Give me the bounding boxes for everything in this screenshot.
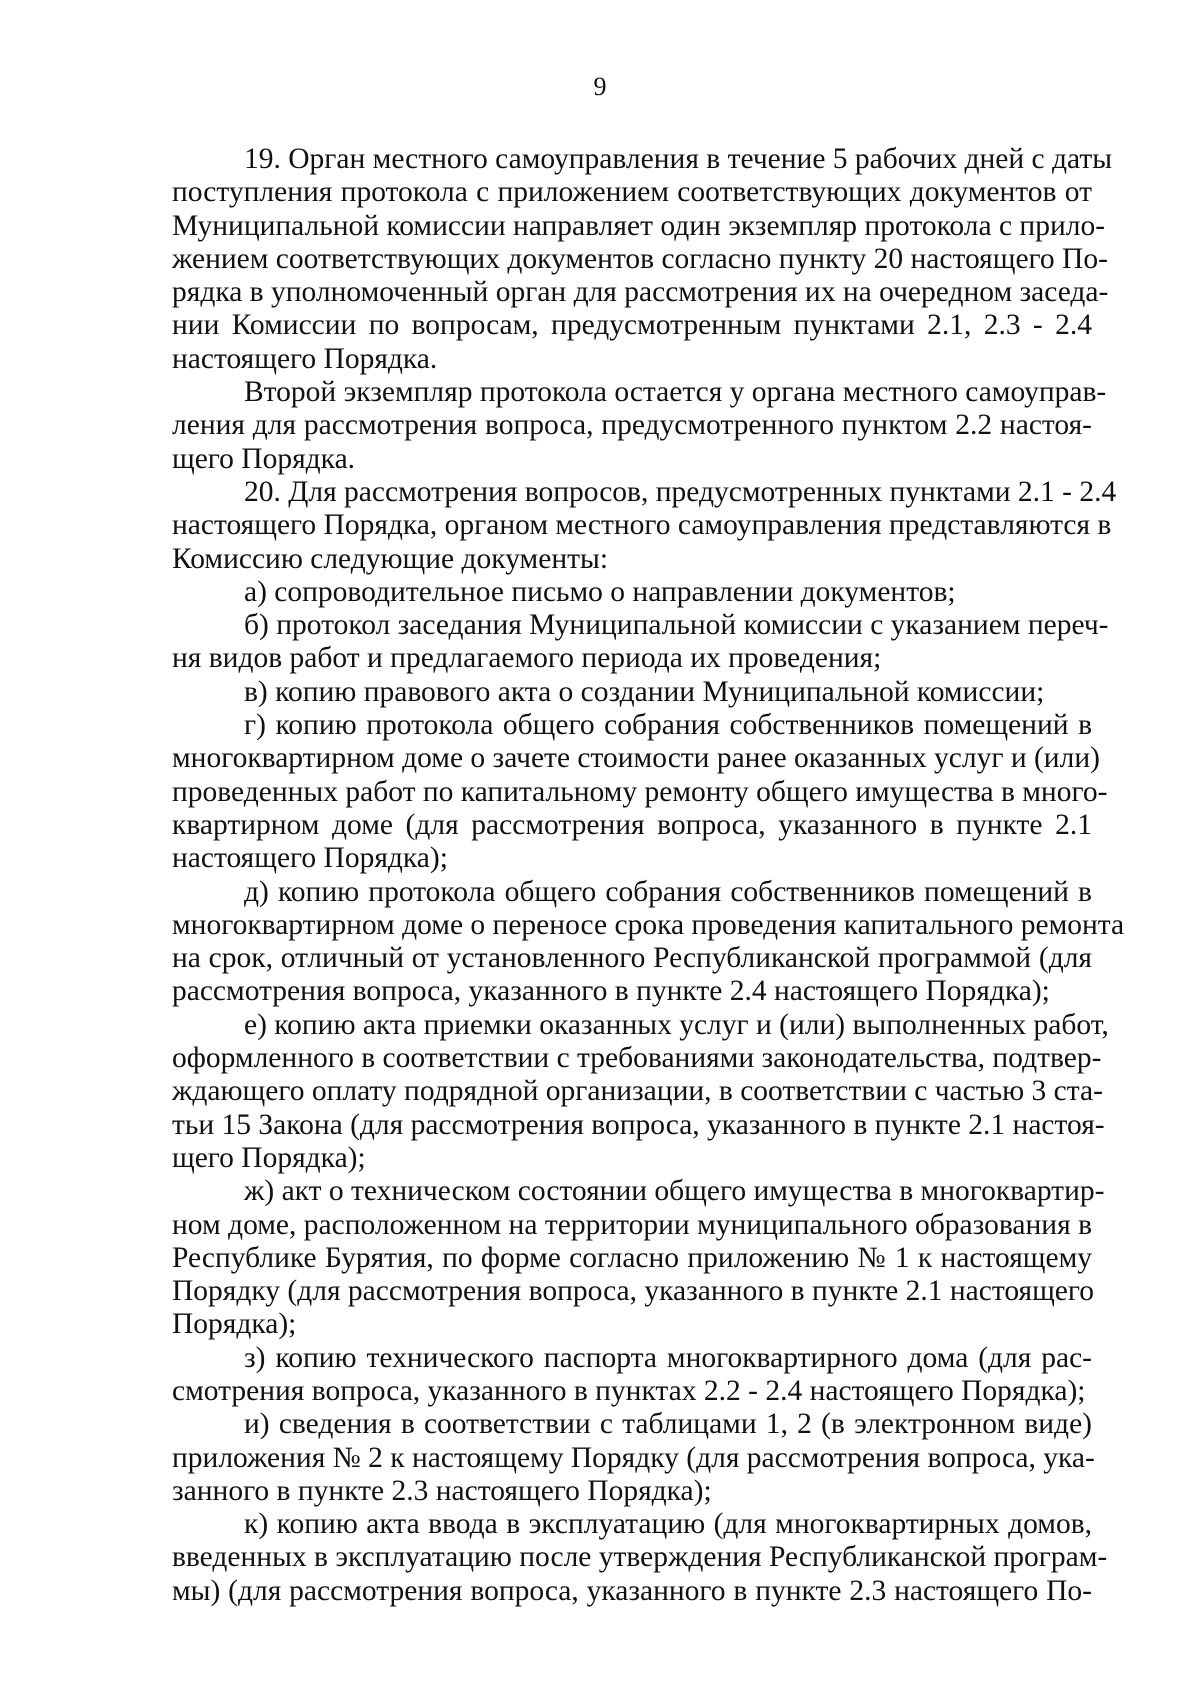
text-line: оформленного в соответствии с требованиями законодательства, подтвер- [172,1042,1102,1075]
text-line: введенных в эксплуатацию после утверждения Республиканской програм- [172,1541,1108,1574]
text-line: щего Порядка. [172,442,356,475]
text-line: ном доме, расположенном на территории муниципального образования в [172,1208,1092,1241]
text-line: Республике Бурятия, по форме согласно приложению № 1 к настоящему [172,1241,1092,1274]
text-line: многоквартирном доме о зачете стоимости ранее оказанных услуг и (или) [172,742,1100,775]
page-number: 9 [593,72,607,101]
text-line: рассмотрения вопроса, указанного в пункте 2.4 настоящего Порядка); [172,975,1050,1008]
text-line: настоящего Порядка. [172,342,438,375]
text-line: квартирном доме (для рассмотрения вопроса, указанного в пункте 2.1 [172,808,1092,841]
text-line: Порядку (для рассмотрения вопроса, указанного в пункте 2.1 настоящего [172,1275,1095,1308]
text-line: б) протокол заседания Муниципальной комиссии с указанием переч- [244,609,1109,642]
text-line: нии Комиссии по вопросам, предусмотренным пунктами 2.1, 2.3 - 2.4 [172,309,1092,342]
text-line: 20. Для рассмотрения вопросов, предусмотренных пунктами 2.1 - 2.4 [244,475,1117,508]
text-line: проведенных работ по капитальному ремонту общего имущества в много- [172,775,1108,808]
text-line: а) сопроводительное письмо о направлении документов; [244,575,956,608]
text-line: з) копию технического паспорта многоквартирного дома (для рас- [244,1341,1092,1374]
text-line: настоящего Порядка, органом местного самоуправления представляются в [172,509,1112,542]
text-line: 19. Орган местного самоуправления в течение 5 рабочих дней с даты [244,143,1113,175]
text-line: г) копию протокола общего собрания собственников помещений в [244,709,1092,742]
text-line: Порядка); [172,1308,297,1341]
text-line: занного в пункте 2.3 настоящего Порядка); [172,1474,712,1507]
text-line: Второй экземпляр протокола остается у органа местного самоуправ- [244,376,1107,409]
text-line: ня видов работ и предлагаемого периода их проведения; [172,642,882,675]
text-line: ления для рассмотрения вопроса, предусмотренного пунктом 2.2 настоя- [172,409,1092,442]
text-line: мы) (для рассмотрения вопроса, указанного в пункте 2.3 настоящего По- [172,1574,1092,1607]
text-line: ждающего оплату подрядной организации, в соответствии с частью 3 ста- [172,1075,1103,1108]
text-line: ж) акт о техническом состоянии общего имущества в многоквартир- [244,1175,1105,1208]
text-line: смотрения вопроса, указанного в пунктах 2.2 - 2.4 настоящего Порядка); [172,1374,1086,1407]
text-line: многоквартирном доме о переносе срока проведения капитального ремонта [172,908,1125,941]
text-line: рядка в уполномоченный орган для рассмотрения их на очередном заседа- [172,276,1109,309]
text-line: к) копию акта ввода в эксплуатацию (для многоквартирных домов, [244,1508,1092,1541]
text-line: е) копию акта приемки оказанных услуг и (или) выполненных работ, [244,1008,1109,1041]
text-line: Комиссию следующие документы: [172,542,609,575]
text-line: д) копию протокола общего собрания собственников помещений в [244,875,1092,908]
text-line: тьи 15 Закона (для рассмотрения вопроса, указанного в пункте 2.1 настоя- [172,1108,1105,1141]
text-line: и) сведения в соответствии с таблицами 1, 2 (в электронном виде) [244,1408,1092,1441]
text-line: приложения № 2 к настоящему Порядку (для рассмотрения вопроса, ука- [172,1441,1095,1474]
text-line: Муниципальной комиссии направляет один экземпляр протокола с прило- [172,209,1106,242]
text-line: на срок, отличный от установленного Республиканской программой (для [172,942,1092,975]
text-line: щего Порядка); [172,1141,366,1174]
text-line: настоящего Порядка); [172,842,448,875]
text-line: поступления протокола с приложением соответствующих документов от [172,176,1092,209]
document-body [172,143,1125,1608]
text-line: жением соответствующих документов согласно пункту 20 настоящего По- [172,242,1108,275]
text-line: в) копию правового акта о создании Муниципальной комиссии; [244,675,1045,708]
